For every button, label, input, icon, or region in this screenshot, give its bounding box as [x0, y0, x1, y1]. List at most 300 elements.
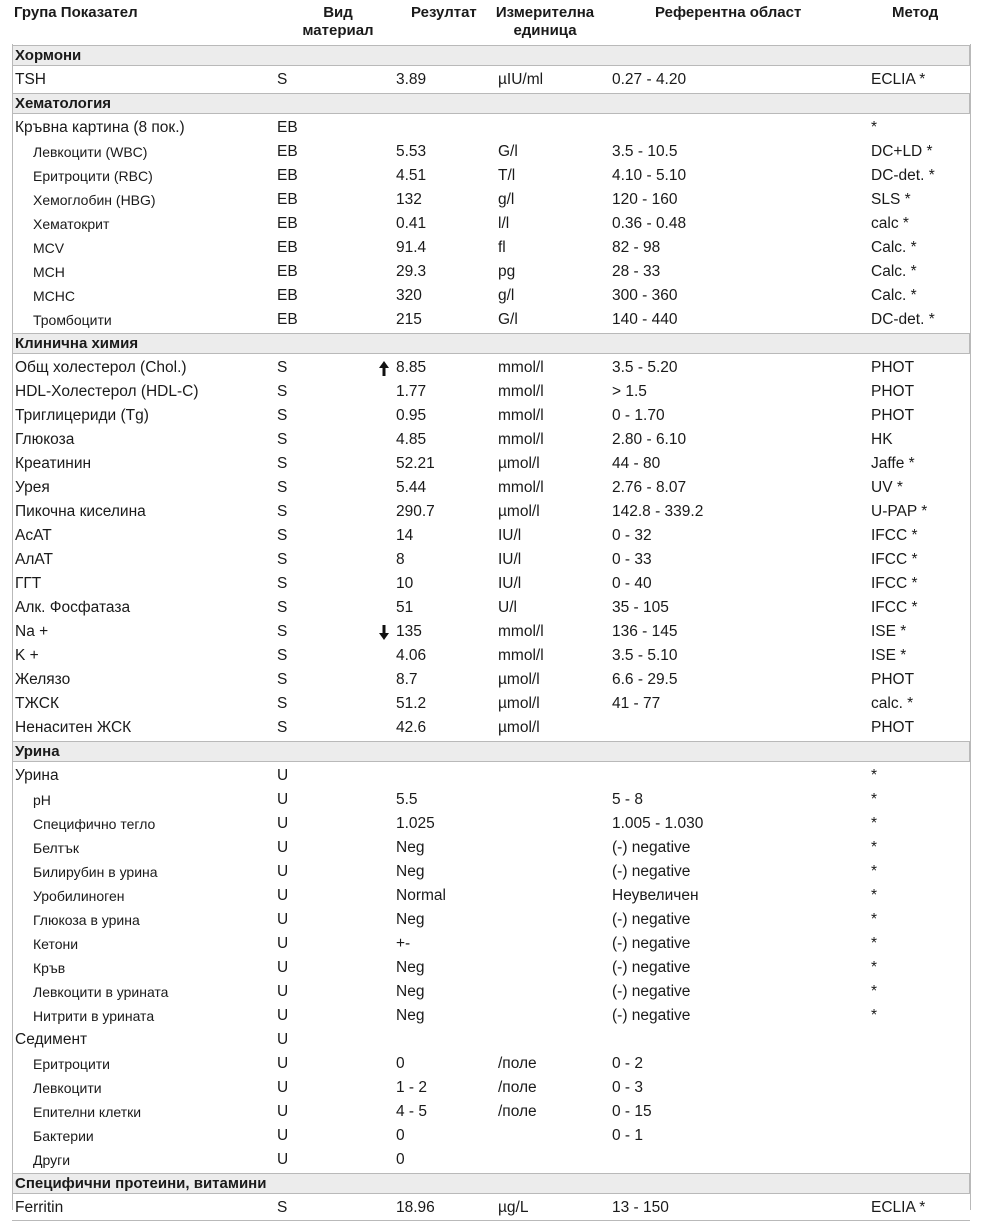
result-cell: 320 — [396, 287, 422, 304]
material-cell: S — [277, 455, 288, 472]
method-cell: DC+LD * — [871, 143, 933, 160]
unit-cell: µmol/l — [498, 671, 540, 688]
material-cell: U — [277, 911, 289, 928]
section-title: Хормони — [15, 47, 82, 64]
method-cell: IFCC * — [871, 551, 918, 568]
unit-cell: G/l — [498, 311, 518, 328]
result-cell: 3.89 — [396, 71, 427, 88]
section-title: Урина — [15, 743, 60, 760]
parameter-name: Нитрити в урината — [33, 1008, 155, 1024]
table-row — [0, 956, 996, 980]
table-row — [0, 1196, 996, 1220]
reference-cell: (-) negative — [612, 863, 691, 880]
reference-cell: 35 - 105 — [612, 599, 669, 616]
material-cell: S — [277, 551, 288, 568]
result-cell: 8.85 — [396, 359, 427, 376]
unit-cell: µg/L — [498, 1199, 529, 1216]
method-cell: PHOT — [871, 719, 915, 736]
result-cell: 91.4 — [396, 239, 427, 256]
reference-cell: (-) negative — [612, 959, 691, 976]
parameter-name: Левкоцити — [33, 1080, 102, 1096]
reference-cell: 140 - 440 — [612, 311, 678, 328]
reference-cell: (-) negative — [612, 911, 691, 928]
material-cell: S — [277, 383, 288, 400]
reference-cell: 6.6 - 29.5 — [612, 671, 678, 688]
reference-cell: 0 - 3 — [612, 1079, 644, 1096]
unit-cell: g/l — [498, 191, 515, 208]
parameter-name: Общ холестерол (Chol.) — [15, 359, 187, 376]
reference-cell: 136 - 145 — [612, 623, 678, 640]
method-cell: * — [871, 767, 878, 784]
reference-cell: 4.10 - 5.10 — [612, 167, 687, 184]
result-cell: Normal — [396, 887, 446, 904]
method-cell: ISE * — [871, 623, 907, 640]
material-cell: S — [277, 503, 288, 520]
table-row — [0, 68, 996, 92]
unit-cell: mmol/l — [498, 407, 544, 424]
material-cell: S — [277, 671, 288, 688]
result-cell: 8.7 — [396, 671, 418, 688]
method-cell: * — [871, 839, 878, 856]
result-cell: 42.6 — [396, 719, 427, 736]
table-row — [0, 404, 996, 428]
material-cell: U — [277, 791, 289, 808]
table-header — [0, 0, 996, 44]
unit-cell: /поле — [498, 1079, 537, 1096]
table-right-border — [970, 44, 971, 1210]
table-row — [0, 428, 996, 452]
material-cell: S — [277, 719, 288, 736]
header-material: Вид материал — [302, 4, 374, 39]
parameter-name: Хематокрит — [33, 216, 110, 232]
table-row — [0, 1076, 996, 1100]
method-cell: PHOT — [871, 407, 915, 424]
result-cell: 135 — [396, 623, 422, 640]
method-cell: IFCC * — [871, 575, 918, 592]
table-row — [0, 260, 996, 284]
parameter-name: Билирубин в урина — [33, 864, 158, 880]
method-cell: IFCC * — [871, 527, 918, 544]
method-cell: * — [871, 791, 878, 808]
parameter-name: Тромбоцити — [33, 312, 112, 328]
table-row — [0, 548, 996, 572]
material-cell: S — [277, 623, 288, 640]
unit-cell: µmol/l — [498, 719, 540, 736]
result-cell: 5.5 — [396, 791, 418, 808]
parameter-name: ГГТ — [15, 575, 42, 592]
table-row — [0, 932, 996, 956]
table-row — [0, 476, 996, 500]
table-row — [0, 884, 996, 908]
result-cell: Neg — [396, 1007, 425, 1024]
unit-cell: l/l — [498, 215, 510, 232]
table-row — [0, 284, 996, 308]
method-cell: PHOT — [871, 359, 915, 376]
material-cell: U — [277, 983, 289, 1000]
table-row — [0, 644, 996, 668]
result-cell: 1.025 — [396, 815, 435, 832]
table-row — [0, 1052, 996, 1076]
table-row — [0, 620, 996, 644]
reference-cell: 0 - 1.70 — [612, 407, 665, 424]
parameter-name: Алк. Фосфатаза — [15, 599, 131, 616]
reference-cell: 2.80 - 6.10 — [612, 431, 687, 448]
table-row — [0, 980, 996, 1004]
unit-cell: fl — [498, 239, 506, 256]
unit-cell: mmol/l — [498, 359, 544, 376]
section-header — [12, 741, 970, 762]
material-cell: U — [277, 839, 289, 856]
parameter-name: Други — [33, 1152, 71, 1168]
parameter-name: Хемоглобин (HBG) — [33, 192, 156, 208]
method-cell: * — [871, 119, 878, 136]
table-left-border — [12, 44, 13, 1210]
section-title: Хематология — [15, 95, 112, 112]
table-row — [0, 812, 996, 836]
unit-cell: µmol/l — [498, 455, 540, 472]
parameter-name: Кръв — [33, 960, 66, 976]
parameter-name: Желязо — [15, 671, 71, 688]
material-cell: S — [277, 479, 288, 496]
method-cell: HK — [871, 431, 893, 448]
method-cell: UV * — [871, 479, 903, 496]
unit-cell: G/l — [498, 143, 518, 160]
parameter-name: Левкоцити (WBC) — [33, 144, 148, 160]
material-cell: U — [277, 1055, 289, 1072]
unit-cell: mmol/l — [498, 431, 544, 448]
material-cell: S — [277, 599, 288, 616]
header-method: Метод — [892, 4, 939, 21]
unit-cell: pg — [498, 263, 516, 280]
unit-cell: T/l — [498, 167, 516, 184]
unit-cell: /поле — [498, 1103, 537, 1120]
parameter-name: Специфично тегло — [33, 816, 156, 832]
result-cell: 0.95 — [396, 407, 427, 424]
result-cell: 5.53 — [396, 143, 427, 160]
table-row — [0, 1028, 996, 1052]
parameter-name: Кетони — [33, 936, 79, 952]
reference-cell: 5 - 8 — [612, 791, 644, 808]
parameter-name: Триглицериди (Tg) — [15, 407, 149, 424]
result-cell: Neg — [396, 863, 425, 880]
table-row — [0, 500, 996, 524]
method-cell: * — [871, 1007, 878, 1024]
reference-cell: 0 - 15 — [612, 1103, 652, 1120]
material-cell: U — [277, 1031, 289, 1048]
method-cell: ISE * — [871, 647, 907, 664]
table-row — [0, 1124, 996, 1148]
unit-cell: g/l — [498, 287, 515, 304]
reference-cell: 142.8 - 339.2 — [612, 503, 704, 520]
parameter-name: Пикочна киселина — [15, 503, 146, 520]
reference-cell: 300 - 360 — [612, 287, 678, 304]
parameter-name: K + — [15, 647, 39, 664]
table-row — [0, 908, 996, 932]
reference-cell: 28 - 33 — [612, 263, 661, 280]
section-title: Специфични протеини, витамини — [15, 1175, 267, 1192]
reference-cell: 0 - 33 — [612, 551, 652, 568]
result-cell: Neg — [396, 839, 425, 856]
table-row — [0, 572, 996, 596]
method-cell: U-PAP * — [871, 503, 928, 520]
result-cell: 14 — [396, 527, 414, 544]
table-row — [0, 764, 996, 788]
arrow-up-icon — [378, 361, 390, 376]
material-cell: ЕВ — [277, 239, 298, 256]
reference-cell: 0 - 32 — [612, 527, 652, 544]
material-cell: U — [277, 815, 289, 832]
method-cell: Calc. * — [871, 287, 917, 304]
material-cell: U — [277, 767, 289, 784]
table-row — [0, 188, 996, 212]
method-cell: calc. * — [871, 695, 914, 712]
reference-cell: 1.005 - 1.030 — [612, 815, 704, 832]
parameter-name: Глюкоза в урина — [33, 912, 140, 928]
material-cell: S — [277, 431, 288, 448]
result-cell: 5.44 — [396, 479, 427, 496]
table-row — [0, 860, 996, 884]
material-cell: S — [277, 647, 288, 664]
method-cell: ECLIA * — [871, 1199, 926, 1216]
method-cell: DC-det. * — [871, 311, 935, 328]
parameter-name: Кръвна картина (8 пок.) — [15, 119, 185, 136]
result-cell: 8 — [396, 551, 405, 568]
unit-cell: mmol/l — [498, 479, 544, 496]
table-row — [0, 1148, 996, 1172]
reference-cell: 0 - 1 — [612, 1127, 644, 1144]
result-cell: 1 - 2 — [396, 1079, 428, 1096]
section-header — [12, 93, 970, 114]
method-cell: Jaffe * — [871, 455, 915, 472]
parameter-name: ТЖСК — [15, 695, 60, 712]
reference-cell: 82 - 98 — [612, 239, 661, 256]
result-cell: +- — [396, 935, 411, 952]
result-cell: 4 - 5 — [396, 1103, 428, 1120]
table-row — [0, 1004, 996, 1028]
method-cell: * — [871, 983, 878, 1000]
section-title: Клинична химия — [15, 335, 139, 352]
material-cell: ЕВ — [277, 119, 298, 136]
reference-cell: 3.5 - 5.10 — [612, 647, 678, 664]
reference-cell: (-) negative — [612, 839, 691, 856]
unit-cell: /поле — [498, 1055, 537, 1072]
parameter-name: pH — [33, 792, 51, 808]
material-cell: U — [277, 1079, 289, 1096]
section-header — [12, 45, 970, 66]
method-cell: * — [871, 959, 878, 976]
material-cell: S — [277, 407, 288, 424]
parameter-name: Еритроцити (RBC) — [33, 168, 153, 184]
table-row — [0, 140, 996, 164]
parameter-name: Креатинин — [15, 455, 92, 472]
unit-cell: U/l — [498, 599, 517, 616]
method-cell: * — [871, 887, 878, 904]
parameter-name: Белтък — [33, 840, 79, 856]
unit-cell: IU/l — [498, 551, 522, 568]
arrow-down-icon — [378, 625, 390, 640]
table-row — [0, 1100, 996, 1124]
material-cell: U — [277, 1151, 289, 1168]
parameter-name: Бактерии — [33, 1128, 94, 1144]
method-cell: calc * — [871, 215, 909, 232]
parameter-name: MCHC — [33, 288, 75, 304]
reference-cell: 0 - 40 — [612, 575, 652, 592]
material-cell: S — [277, 1199, 288, 1216]
result-cell: 4.51 — [396, 167, 427, 184]
material-cell: U — [277, 1127, 289, 1144]
material-cell: U — [277, 935, 289, 952]
parameter-name: Левкоцити в урината — [33, 984, 169, 1000]
result-cell: 132 — [396, 191, 422, 208]
table-row — [0, 452, 996, 476]
unit-cell: mmol/l — [498, 383, 544, 400]
header-result: Резултат — [411, 4, 477, 21]
parameter-name: Урина — [15, 767, 59, 784]
section-header — [12, 1173, 970, 1194]
parameter-name: Глюкоза — [15, 431, 75, 448]
method-cell: ECLIA * — [871, 71, 926, 88]
parameter-name: TSH — [15, 71, 46, 88]
method-cell: PHOT — [871, 383, 915, 400]
reference-cell: 13 - 150 — [612, 1199, 669, 1216]
result-cell: 51.2 — [396, 695, 427, 712]
parameter-name: Епителни клетки — [33, 1104, 142, 1120]
reference-cell: 41 - 77 — [612, 695, 661, 712]
method-cell: * — [871, 815, 878, 832]
result-cell: 215 — [396, 311, 422, 328]
parameter-name: Ненаситен ЖСК — [15, 719, 132, 736]
method-cell: DC-det. * — [871, 167, 935, 184]
material-cell: S — [277, 527, 288, 544]
material-cell: U — [277, 1103, 289, 1120]
result-cell: 290.7 — [396, 503, 435, 520]
result-cell: 0 — [396, 1151, 405, 1168]
method-cell: IFCC * — [871, 599, 918, 616]
table-row — [0, 836, 996, 860]
unit-cell: IU/l — [498, 575, 522, 592]
method-cell: PHOT — [871, 671, 915, 688]
reference-cell: 0.36 - 0.48 — [612, 215, 687, 232]
table-row — [0, 212, 996, 236]
material-cell: ЕВ — [277, 311, 298, 328]
parameter-name: Уробилиноген — [33, 888, 125, 904]
result-cell: 0 — [396, 1055, 405, 1072]
reference-cell: (-) negative — [612, 1007, 691, 1024]
result-cell: 51 — [396, 599, 414, 616]
parameter-name: Урея — [15, 479, 50, 496]
unit-cell: IU/l — [498, 527, 522, 544]
table-row — [0, 308, 996, 332]
table-row — [0, 596, 996, 620]
reference-cell: 0 - 2 — [612, 1055, 644, 1072]
material-cell: S — [277, 359, 288, 376]
unit-cell: µIU/ml — [498, 71, 544, 88]
parameter-name: АсАТ — [15, 527, 52, 544]
reference-cell: 120 - 160 — [612, 191, 678, 208]
table-row — [0, 164, 996, 188]
result-cell: 10 — [396, 575, 414, 592]
material-cell: ЕВ — [277, 287, 298, 304]
method-cell: * — [871, 911, 878, 928]
unit-cell: mmol/l — [498, 647, 544, 664]
reference-cell: (-) negative — [612, 935, 691, 952]
section-header — [12, 333, 970, 354]
parameter-name: MCH — [33, 264, 65, 280]
material-cell: U — [277, 887, 289, 904]
material-cell: ЕВ — [277, 215, 298, 232]
material-cell: S — [277, 71, 288, 88]
method-cell: SLS * — [871, 191, 911, 208]
material-cell: U — [277, 1007, 289, 1024]
table-row — [0, 668, 996, 692]
result-cell: Neg — [396, 959, 425, 976]
material-cell: ЕВ — [277, 143, 298, 160]
unit-cell: mmol/l — [498, 623, 544, 640]
material-cell: ЕВ — [277, 191, 298, 208]
parameter-name: АлАТ — [15, 551, 53, 568]
result-cell: 0.41 — [396, 215, 427, 232]
result-cell: 52.21 — [396, 455, 435, 472]
reference-cell: 3.5 - 5.20 — [612, 359, 678, 376]
parameter-name: Na + — [15, 623, 49, 640]
unit-cell: µmol/l — [498, 695, 540, 712]
method-cell: * — [871, 935, 878, 952]
table-row — [0, 716, 996, 740]
reference-cell: 2.76 - 8.07 — [612, 479, 687, 496]
header-reference: Референтна област — [655, 4, 802, 21]
table-row — [0, 116, 996, 140]
material-cell: S — [277, 575, 288, 592]
table-row — [0, 524, 996, 548]
parameter-name: HDL-Холестерол (HDL-C) — [15, 383, 199, 400]
reference-cell: 0.27 - 4.20 — [612, 71, 687, 88]
header-unit: Измерителна единица — [495, 4, 595, 39]
material-cell: S — [277, 695, 288, 712]
material-cell: U — [277, 863, 289, 880]
table-row — [0, 380, 996, 404]
result-cell: Neg — [396, 983, 425, 1000]
header-name: Група Показател — [14, 4, 138, 21]
method-cell: Calc. * — [871, 239, 917, 256]
result-cell: 1.77 — [396, 383, 427, 400]
result-cell: Neg — [396, 911, 425, 928]
table-row — [0, 356, 996, 380]
reference-cell: > 1.5 — [612, 383, 647, 400]
result-cell: 18.96 — [396, 1199, 435, 1216]
parameter-name: Седимент — [15, 1031, 88, 1048]
table-row — [0, 236, 996, 260]
table-row — [0, 788, 996, 812]
method-cell: * — [871, 863, 878, 880]
table-row — [0, 692, 996, 716]
parameter-name: MCV — [33, 240, 65, 256]
reference-cell: 3.5 - 10.5 — [612, 143, 678, 160]
parameter-name: Еритроцити — [33, 1056, 110, 1072]
method-cell: Calc. * — [871, 263, 917, 280]
result-cell: 4.85 — [396, 431, 427, 448]
result-cell: 4.06 — [396, 647, 427, 664]
material-cell: ЕВ — [277, 167, 298, 184]
result-cell: 0 — [396, 1127, 405, 1144]
reference-cell: 44 - 80 — [612, 455, 661, 472]
parameter-name: Ferritin — [15, 1199, 64, 1216]
material-cell: ЕВ — [277, 263, 298, 280]
reference-cell: (-) negative — [612, 983, 691, 1000]
reference-cell: Неувеличен — [612, 887, 699, 904]
material-cell: U — [277, 959, 289, 976]
unit-cell: µmol/l — [498, 503, 540, 520]
result-cell: 29.3 — [396, 263, 427, 280]
